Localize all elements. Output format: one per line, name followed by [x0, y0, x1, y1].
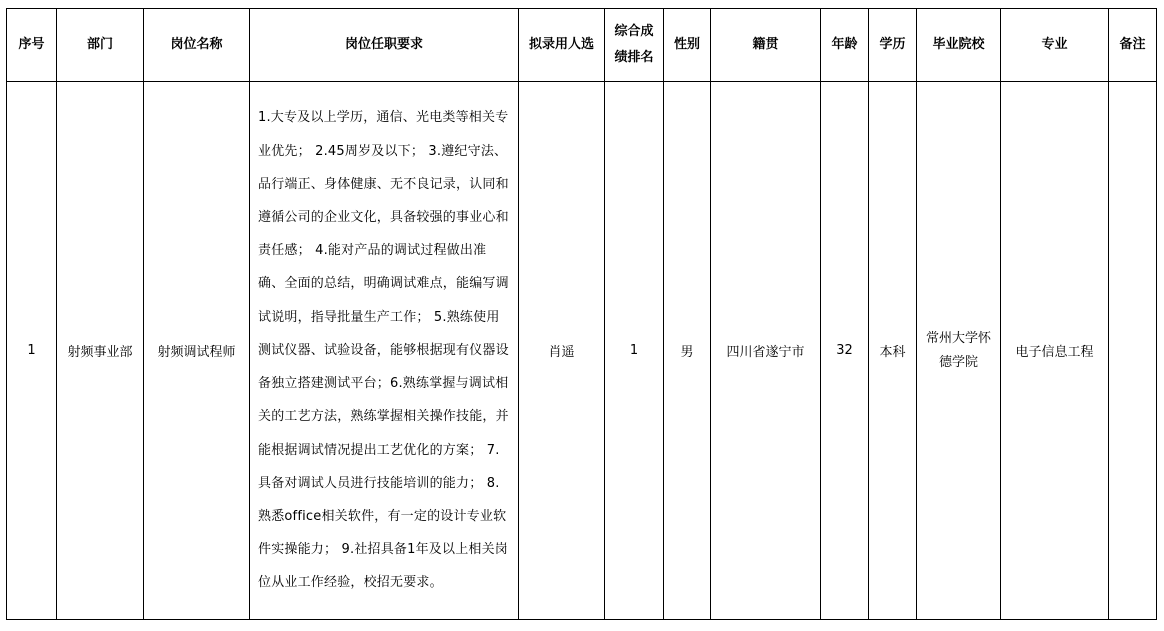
cell-rank: 1	[605, 82, 664, 620]
cell-education: 本科	[869, 82, 917, 620]
header-gender: 性别	[664, 9, 711, 82]
cell-age: 32	[821, 82, 869, 620]
cell-dept: 射频事业部	[57, 82, 144, 620]
cell-school-text: 常州大学怀德学院	[925, 330, 991, 370]
header-position: 岗位名称	[144, 9, 250, 82]
header-rank-line1: 综合成	[614, 24, 654, 39]
cell-gender: 男	[664, 82, 711, 620]
header-candidate: 拟录用人选	[519, 9, 605, 82]
header-origin: 籍贯	[711, 9, 821, 82]
header-school: 毕业院校	[917, 9, 1001, 82]
cell-candidate: 肖遥	[519, 82, 605, 620]
table-row	[7, 82, 1157, 620]
cell-position: 射频调试程师	[144, 82, 250, 620]
recruitment-table	[6, 8, 1157, 620]
cell-origin: 四川省遂宁市	[711, 82, 821, 620]
header-education: 学历	[869, 9, 917, 82]
header-remark: 备注	[1109, 9, 1157, 82]
header-rank	[605, 9, 664, 82]
cell-seq: 1	[7, 82, 57, 620]
header-requirements: 岗位任职要求	[250, 9, 519, 82]
cell-remark	[1109, 82, 1157, 620]
header-rank-line2: 绩排名	[614, 50, 654, 65]
header-row	[7, 9, 1157, 82]
header-dept: 部门	[57, 9, 144, 82]
cell-requirements: 1.大专及以上学历，通信、光电类等相关专业优先； 2.45周岁及以下； 3.遵纪守法、品行端正、身体健康、无不良记录，认同和遵循公司的企业文化，具备较强的事业心和责任感； 4.能对产品的调试过程做出准确、全面的总结，明确调试难点，能编写调试说明，指导批量生产工作； 5.熟练使用测试仪器、试验设备，能够根据现有仪器设备独立搭建测试平台；6.熟练掌握与调试相关的工艺方法，熟练掌握相关操作技能，并能根据调试情况提出工艺优化的方案； 7.具备对调试人员进行技能培训的能力； 8.熟悉office相关软件，有一定的设计专业软件实操能力； 9.社招具备1年及以上相关岗位从业工作经验，校招无要求。	[250, 82, 519, 620]
cell-major: 电子信息工程	[1001, 82, 1109, 620]
header-seq: 序号	[7, 9, 57, 82]
header-major: 专业	[1001, 9, 1109, 82]
header-age: 年龄	[821, 9, 869, 82]
cell-school	[917, 82, 1001, 620]
